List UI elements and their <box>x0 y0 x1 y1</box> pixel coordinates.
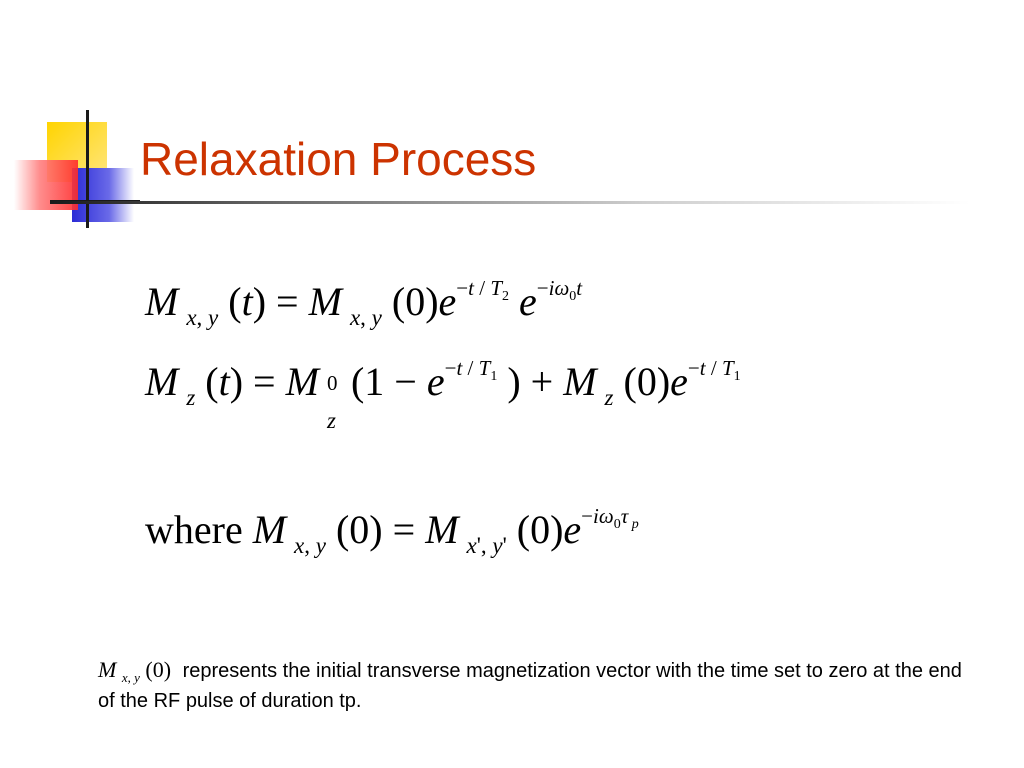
note-symbol: M $_{x, y}$ (0) <box>98 657 172 685</box>
title-underline <box>50 201 970 204</box>
equation-longitudinal-relaxation: M $_z$ (t) = M 0 z ($1 - e^{-t / T_1}$ ) + M $_z$ $(0)e^{-t / T_1}$ <box>145 356 741 433</box>
decor-blue-square <box>72 168 134 222</box>
decor-vertical-line <box>86 110 89 228</box>
slide-title: Relaxation Process <box>140 133 537 185</box>
note-text: represents the initial transverse magnetization vector with the time set to zero at the end of the RF pulse of duration tp. <box>98 660 962 712</box>
equation-initial-condition: where M $_{x, y}$ (0) = M $_{x', y'}$ $(0)e^{-i\omega_0\tau _p}$ <box>145 504 639 558</box>
explanation-note <box>98 655 978 716</box>
equation-transverse-relaxation: M $_{x, y}$ (t) = M $_{x, y}$ $(0)e^{-t / T_2}$ $e^{-i\omega_0t}$ <box>145 276 583 330</box>
